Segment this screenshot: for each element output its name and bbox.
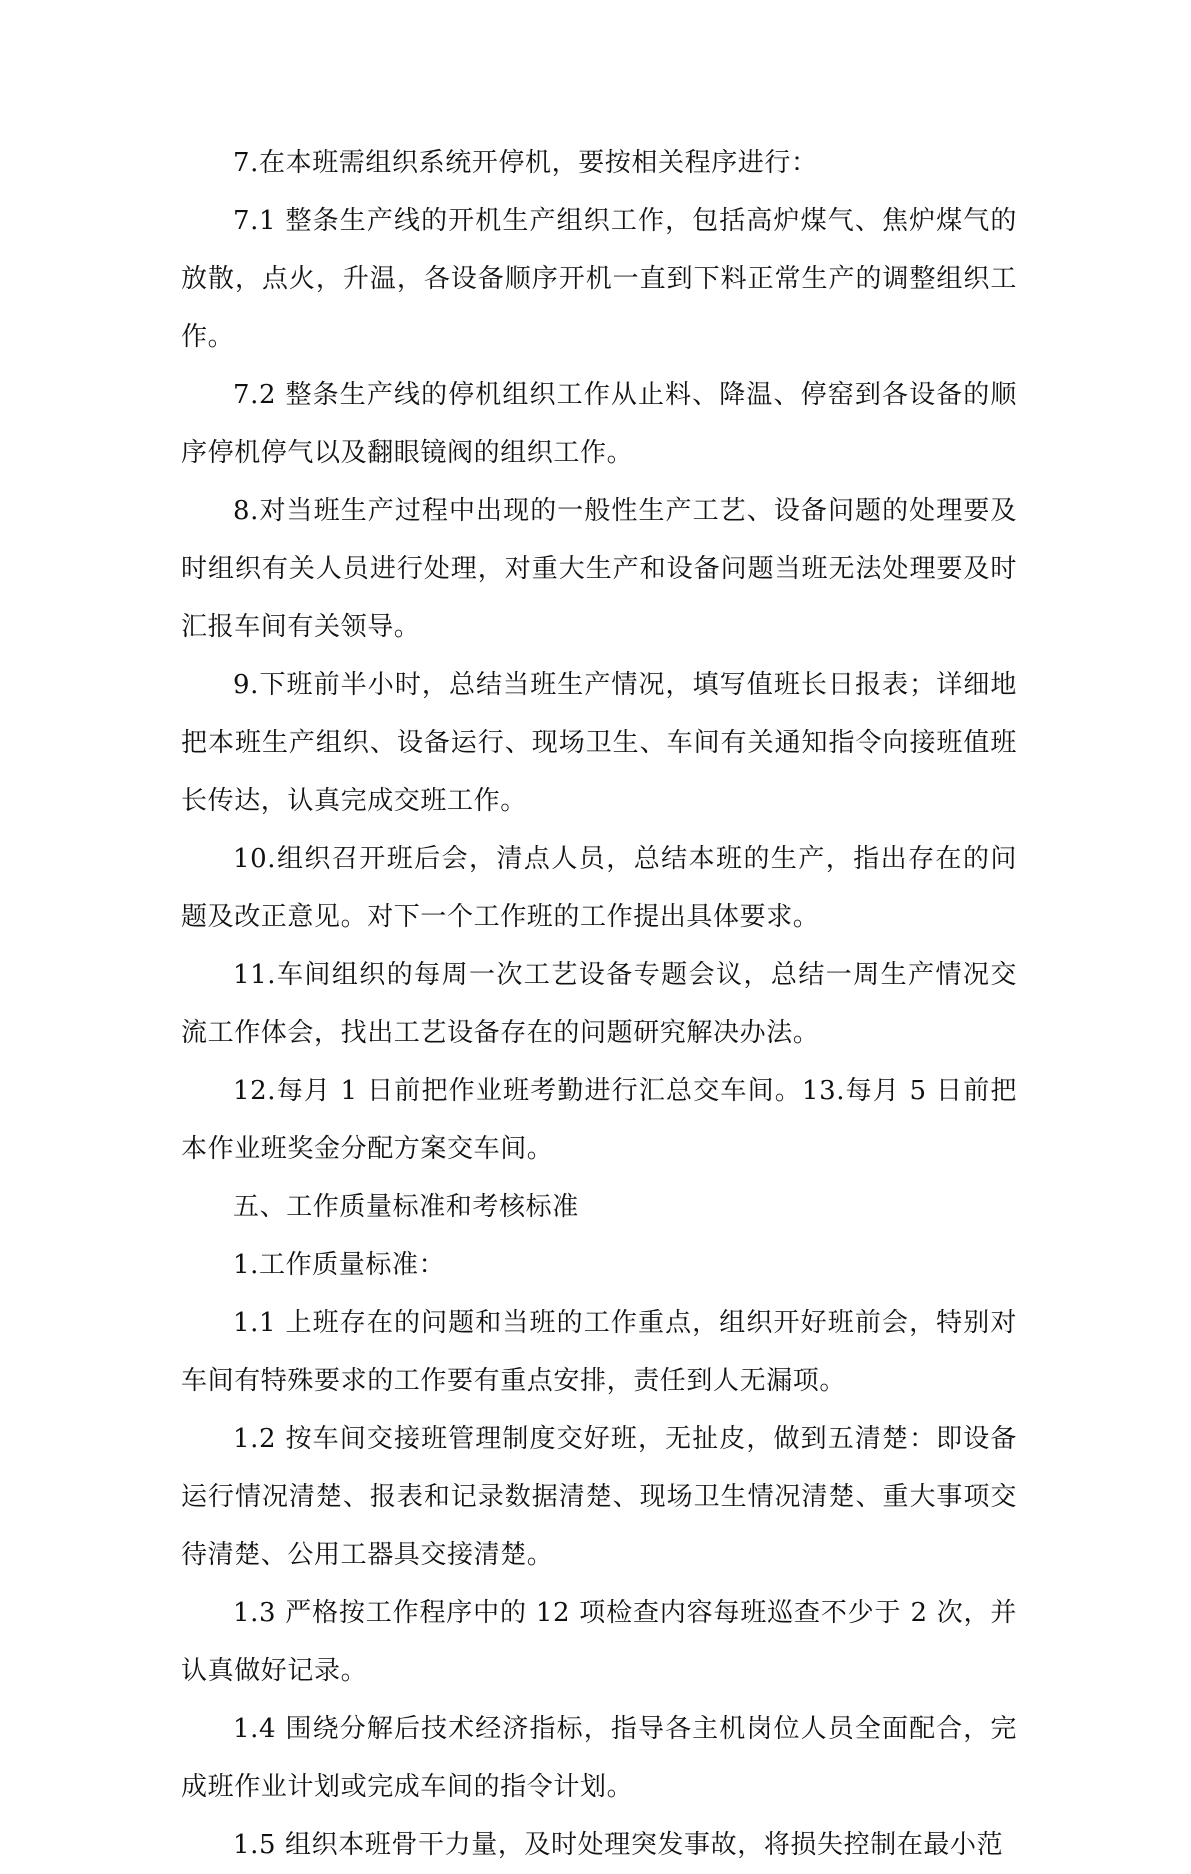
paragraph-12-13: 12.每月 1 日前把作业班考勤进行汇总交车间。13.每月 5 日前把本作业班奖金分配方案交车间。: [181, 1076, 1017, 1164]
paragraph-7-2: 7.2 整条生产线的停机组织工作从止料、降温、停窑到各设备的顺序停机停气以及翻眼镜阀的组织工作。: [181, 380, 1017, 468]
document-body: [181, 134, 1017, 1874]
paragraph-8: 8.对当班生产过程中出现的一般性生产工艺、设备问题的处理要及时组织有关人员进行处理，对重大生产和设备问题当班无法处理要及时汇报车间有关领导。: [181, 496, 1017, 642]
paragraph-1-5: 1.5 组织本班骨干力量，及时处理突发事故，将损失控制在最小范: [233, 1830, 1004, 1860]
paragraph-11: 11.车间组织的每周一次工艺设备专题会议，总结一周生产情况交流工作体会，找出工艺设备存在的问题研究解决办法。: [181, 960, 1017, 1048]
paragraph-1-1: 1.1 上班存在的问题和当班的工作重点，组织开好班前会，特别对车间有特殊要求的工作要有重点安排，责任到人无漏项。: [181, 1308, 1017, 1396]
subheading-1: 1.工作质量标准：: [233, 1250, 446, 1280]
paragraph-9: 9.下班前半小时，总结当班生产情况，填写值班长日报表；详细地把本班生产组织、设备运行、现场卫生、车间有关通知指令向接班值班长传达，认真完成交班工作。: [181, 670, 1017, 816]
paragraph-1-3: 1.3 严格按工作程序中的 12 项检查内容每班巡查不少于 2 次，并认真做好记录。: [181, 1598, 1017, 1686]
paragraph-1-4: 1.4 围绕分解后技术经济指标，指导各主机岗位人员全面配合，完成班作业计划或完成车间的指令计划。: [181, 1714, 1017, 1802]
paragraph-7: 7.在本班需组织系统开停机，要按相关程序进行：: [233, 148, 818, 178]
section-heading-5: 五、工作质量标准和考核标准: [233, 1192, 579, 1222]
paragraph-1-2: 1.2 按车间交接班管理制度交好班，无扯皮，做到五清楚：即设备运行情况清楚、报表和记录数据清楚、现场卫生情况清楚、重大事项交待清楚、公用工器具交接清楚。: [181, 1424, 1017, 1570]
paragraph-10: 10.组织召开班后会，清点人员，总结本班的生产，指出存在的问题及改正意见。对下一个工作班的工作提出具体要求。: [181, 844, 1017, 932]
paragraph-7-1: 7.1 整条生产线的开机生产组织工作，包括高炉煤气、焦炉煤气的放散，点火，升温，各设备顺序开机一直到下料正常生产的调整组织工作。: [181, 206, 1017, 352]
